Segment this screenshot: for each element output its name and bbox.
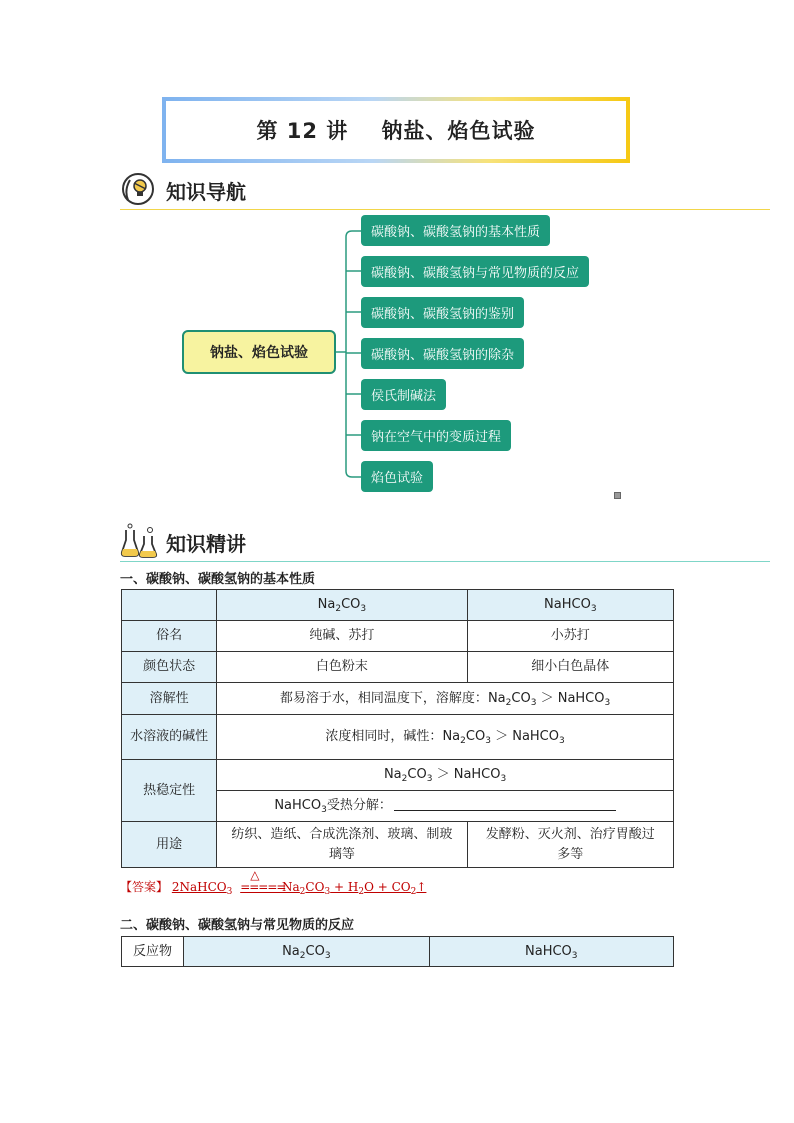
mindmap-node-hou-process: 侯氏制碱法 (361, 379, 446, 410)
header-na2co3: $Na_2CO_3$ (184, 937, 429, 967)
cell-use-nahco3: 发酵粉、灭火剂、治疗胃酸过多等 (467, 822, 673, 868)
mindmap-center: 钠盐、焰色试验 (182, 330, 336, 374)
table-row (122, 822, 674, 868)
header-na2co3: $Na_2CO_3$ (217, 590, 467, 621)
table-row (122, 683, 674, 715)
cell-solubility: 都易溶于水，相同温度下，溶解度：$Na_2CO_3$ ＞ NaHCO$_3$ (217, 683, 674, 715)
row-label-alkalinity: 水溶液的碱性 (122, 715, 217, 760)
nav-section-label: 知识导航 (166, 180, 246, 204)
answer-line (120, 868, 427, 897)
knowledge-section-rule (120, 561, 770, 562)
anchor-mark (614, 492, 621, 499)
reaction-condition: △ ===== (240, 868, 286, 894)
row-label-solubility: 溶解性 (122, 683, 217, 715)
mindmap-node-flame-test: 焰色试验 (361, 461, 433, 492)
flask-icon (120, 522, 158, 560)
page-title: 第 12 讲 钠盐、焰色试验 (256, 119, 536, 143)
mindmap-node-impurity-removal: 碳酸钠、碳酸氢钠的除杂 (361, 338, 524, 369)
row-label-color-state: 颜色状态 (122, 652, 217, 683)
table-row (122, 760, 674, 791)
cell-common-name-nahco3: 小苏打 (467, 621, 673, 652)
row-label-common-name: 俗名 (122, 621, 217, 652)
answer-label: 【答案】 (120, 880, 169, 894)
properties-table (121, 589, 674, 868)
cell-use-na2co3: 纺织、造纸、合成洗涤剂、玻璃、制玻璃等 (217, 822, 467, 868)
cell-stability-compare: $Na_2CO_3$ ＞ NaHCO$_3$ (217, 760, 674, 791)
header-nahco3: NaHCO$_3$ (429, 937, 673, 967)
table-row (122, 621, 674, 652)
cell-common-name-na2co3: 纯碱、苏打 (217, 621, 467, 652)
table-header-row (122, 937, 674, 967)
header-nahco3: NaHCO$_3$ (467, 590, 673, 621)
knowledge-section-label: 知识精讲 (166, 532, 246, 556)
table-row (122, 652, 674, 683)
heat-symbol: △ (250, 868, 260, 882)
cell-stability-decomposition: NaHCO$_3$受热分解： (217, 791, 674, 822)
table-row (122, 715, 674, 760)
table-header-row (122, 590, 674, 621)
header-reactant: 反应物 (122, 937, 184, 967)
mindmap-node-identification: 碳酸钠、碳酸氢钠的鉴别 (361, 297, 524, 328)
part1-heading: 一、碳酸钠、碳酸氢钠的基本性质 (120, 572, 316, 587)
fill-in-blank[interactable] (394, 796, 616, 811)
cell-color-state-nahco3: 细小白色晶体 (467, 652, 673, 683)
part2-heading: 二、碳酸钠、碳酸氢钠与常见物质的反应 (120, 918, 355, 933)
mindmap-node-reactions: 碳酸钠、碳酸氢钠与常见物质的反应 (361, 256, 589, 287)
cell-color-state-na2co3: 白色粉末 (217, 652, 467, 683)
mindmap-node-basic-properties: 碳酸钠、碳酸氢钠的基本性质 (361, 215, 550, 246)
header-blank-cell (122, 590, 217, 621)
answer-equation: 2NaHCO$_3$ (171, 880, 233, 897)
knowledge-section-header (120, 522, 770, 562)
mindmap-node-deterioration: 钠在空气中的变质过程 (361, 420, 511, 451)
answer-products: $Na_2CO_3 + H_2O$ + $CO_2↑$ (282, 880, 427, 897)
cell-alkalinity: 浓度相同时，碱性：$Na_2CO_3$ ＞ NaHCO$_3$ (217, 715, 674, 760)
row-label-stability: 热稳定性 (122, 760, 217, 822)
row-label-use: 用途 (122, 822, 217, 868)
reactions-table (121, 936, 674, 967)
